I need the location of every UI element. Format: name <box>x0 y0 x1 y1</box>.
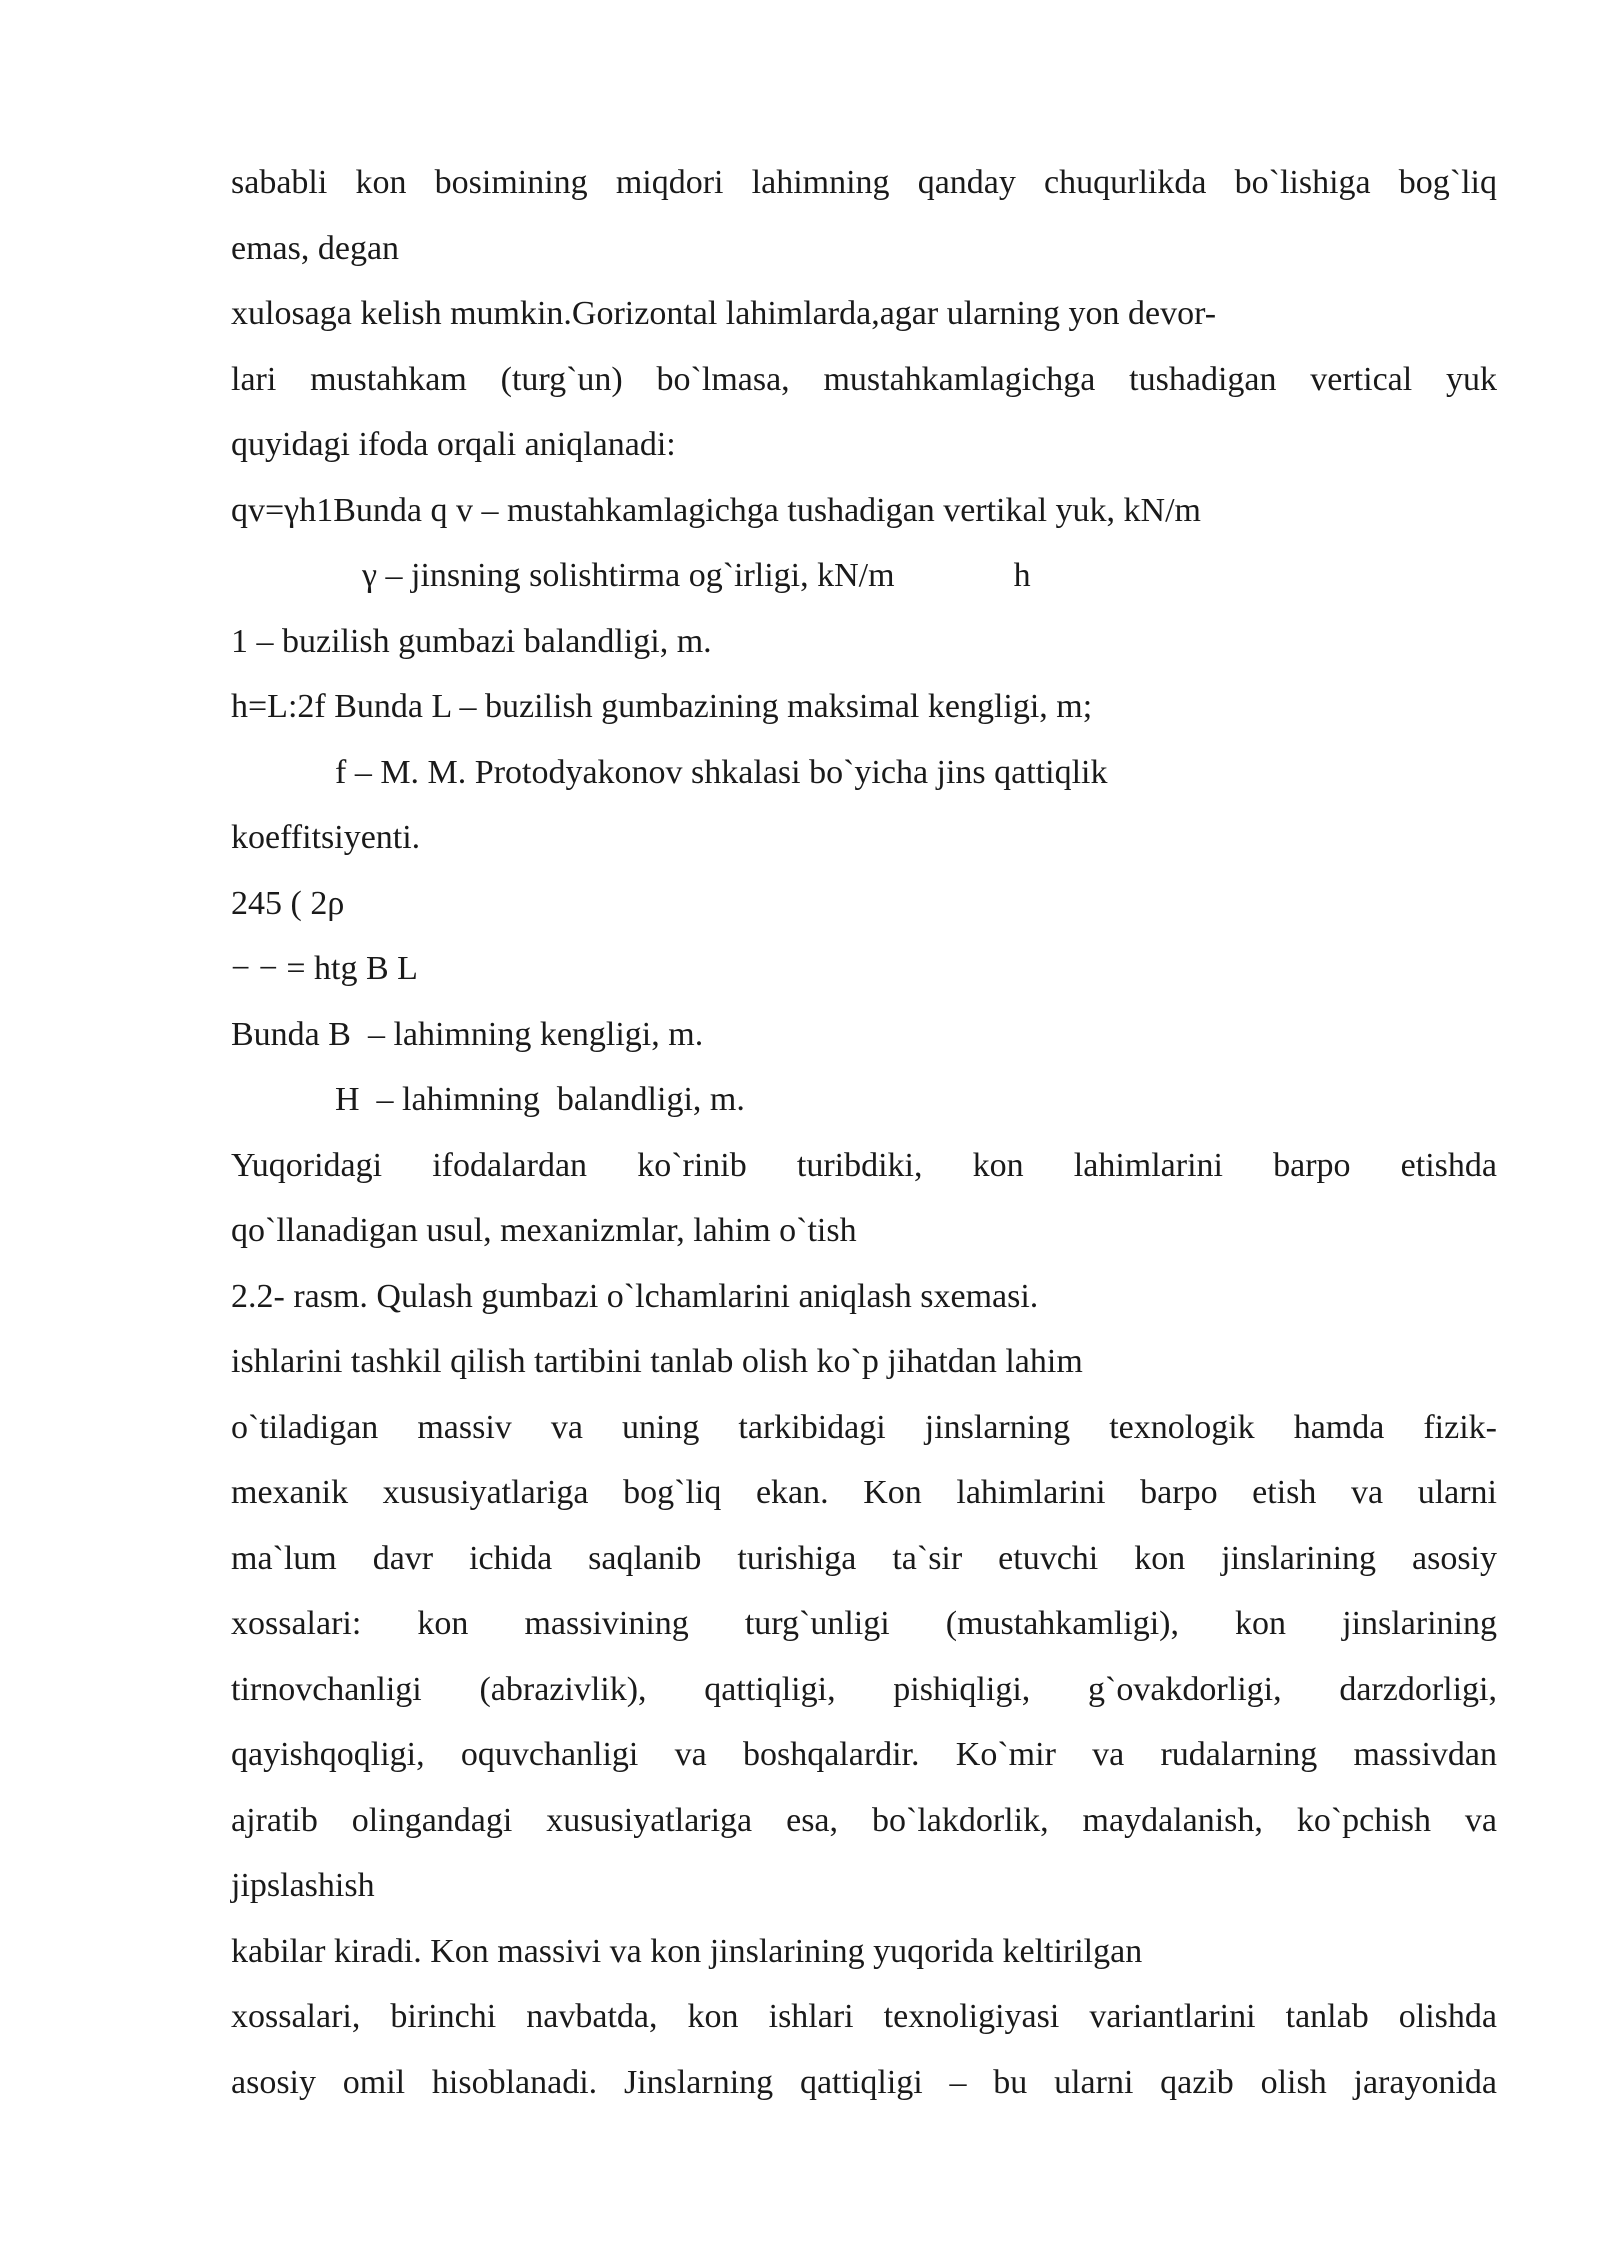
text-line: qayishqoqligi, oquvchanligi va boshqalardir. Ko`mir va rudalarning massivdan <box>231 1736 1497 1773</box>
text-line: Bunda B – lahimning kengligi, m. <box>231 1015 704 1053</box>
text-line: xossalari, birinchi navbatda, kon ishlari texnoligiyasi variantlarini tanlab olishda <box>231 1998 1497 2035</box>
text-line: asosiy omil hisoblanadi. Jinslarning qattiqligi – bu ularni qazib olish jarayonida <box>231 2063 1497 2101</box>
text-line: ishlarini tashkil qilish tartibini tanlab olish ko`p jihatdan lahim <box>231 1343 1083 1380</box>
text-line: Yuqoridagi ifodalardan ko`rinib turibdiki, kon lahimlarini barpo etishda <box>231 1146 1497 1184</box>
text-line: sababli kon bosimining miqdori lahimning qanday chuqurlikda bo`lishiga bog`liq <box>231 164 1497 201</box>
text-line: emas, degan <box>231 229 400 267</box>
text-line: koeffitsiyenti. <box>231 819 421 856</box>
text-line: γ – jinsning solishtirma og`irligi, kN/m h <box>362 557 1031 594</box>
text-line: ajratib olingandagi xususiyatlariga esa, bo`lakdorlik, maydalanish, ko`pchish va <box>231 1801 1497 1839</box>
text-line: o`tiladigan massiv va uning tarkibidagi jinslarning texnologik hamda fizik- <box>231 1408 1497 1446</box>
text-line: xossalari: kon massivining turg`unligi (mustahkamligi), kon jinslarining <box>231 1605 1497 1642</box>
text-line: ma`lum davr ichida saqlanib turishiga ta`sir etuvchi kon jinslarining asosiy <box>231 1539 1497 1577</box>
formula-line: − − = htg B L <box>231 950 418 987</box>
body-text <box>231 150 1497 2115</box>
text-line: f – M. M. Protodyakonov shkalasi bo`yicha jins qattiqlik <box>335 753 1108 791</box>
text-line: xulosaga kelish mumkin.Gorizontal lahimlarda,agar ularning yon devor- <box>231 295 1217 332</box>
text-line: kabilar kiradi. Kon massivi va kon jinslarining yuqorida keltirilgan <box>231 1932 1143 1970</box>
formula-line: h=L:2f Bunda L – buzilish gumbazining maksimal kengligi, m; <box>231 688 1093 725</box>
text-line: H – lahimning balandligi, m. <box>335 1081 745 1118</box>
text-line: 1 – buzilish gumbazi balandligi, m. <box>231 622 712 660</box>
formula-line: qv=γh1Bunda q v – mustahkamlagichga tushadigan vertikal yuk, kN/m <box>231 491 1201 529</box>
text-line: qo`llanadigan usul, mexanizmlar, lahim o`tish <box>231 1212 857 1249</box>
text-line: tirnovchanligi (abrazivlik), qattiqligi, pishiqligi, g`ovakdorligi, darzdorligi, <box>231 1670 1497 1708</box>
figure-caption: 2.2- rasm. Qulash gumbazi o`lchamlarini aniqlash sxemasi. <box>231 1277 1039 1315</box>
text-line: mexanik xususiyatlariga bog`liq ekan. Kon lahimlarini barpo etish va ularni <box>231 1474 1497 1511</box>
text-line: lari mustahkam (turg`un) bo`lmasa, mustahkamlagichga tushadigan vertical yuk <box>231 360 1497 398</box>
formula-line: 245 ( 2ρ <box>231 884 345 922</box>
text-line: jipslashish <box>231 1867 375 1904</box>
text-line: quyidagi ifoda orqali aniqlanadi: <box>231 426 676 463</box>
